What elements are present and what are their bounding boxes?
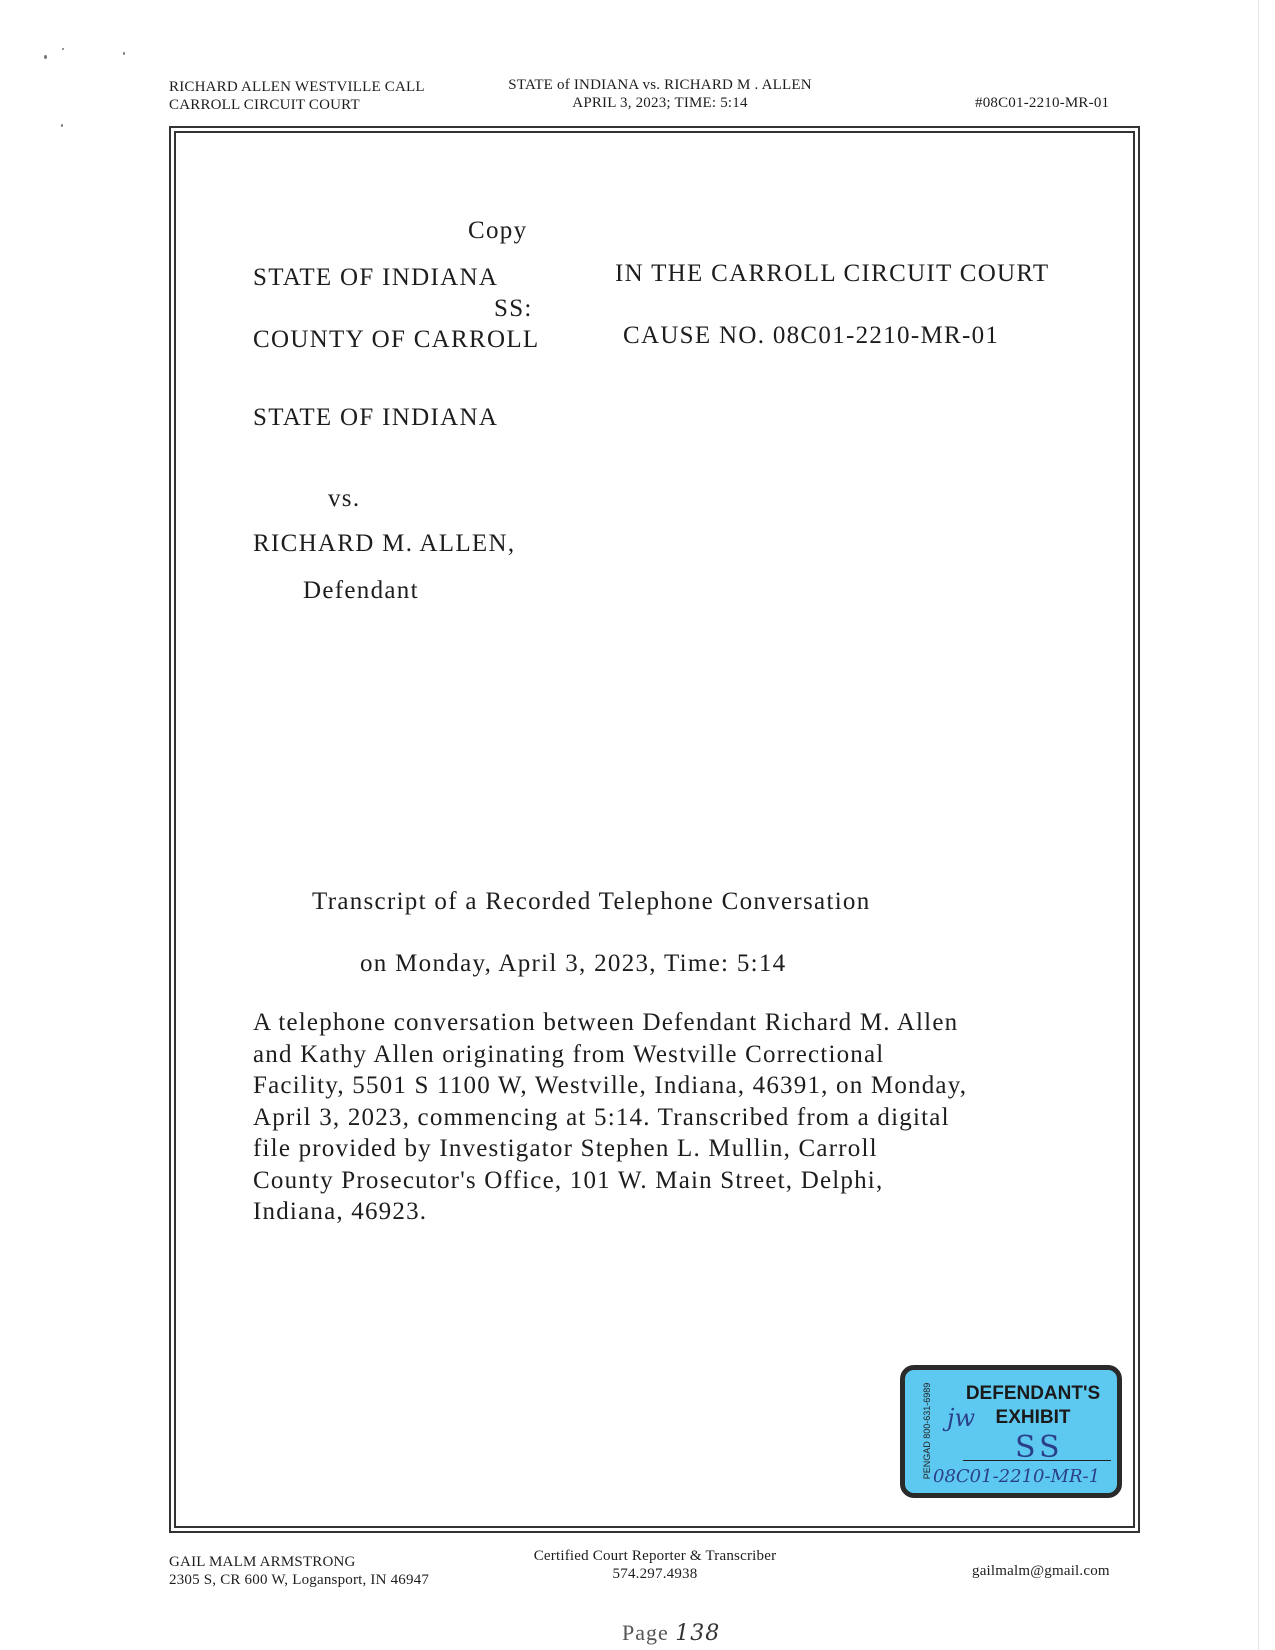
paragraph-line: A telephone conversation between Defendant Richard M. Allen [253, 1009, 959, 1036]
footer-role: Certified Court Reporter & Transcriber [533, 1548, 777, 1564]
footer-phone: 574.297.4938 [612, 1566, 698, 1582]
header-case-number: #08C01-2210-MR-01 [975, 95, 1110, 111]
description-paragraph [253, 1007, 1073, 1228]
stamp-title [953, 1382, 1113, 1430]
paragraph-line: file provided by Investigator Stephen L. Mullin, Carroll [253, 1135, 878, 1162]
caption-vs: vs. [328, 485, 361, 512]
page-number [622, 1620, 720, 1646]
paragraph-line: County Prosecutor's Office, 101 W. Main Street, Delphi, [253, 1166, 884, 1194]
footer-address: 2305 S, CR 600 W, Logansport, IN 46947 [169, 1572, 430, 1588]
stamp-initials: jw [947, 1404, 975, 1432]
scan-speck [62, 48, 64, 50]
footer-email: gailmalm@gmail.com [972, 1563, 1110, 1579]
document-title: Transcript of a Recorded Telephone Conversation [312, 888, 871, 915]
paragraph-line: and Kathy Allen originating from Westville Correctional [253, 1040, 885, 1068]
stamp-exhibit-letter: SS [1015, 1430, 1064, 1465]
scan-edge [1258, 0, 1259, 1650]
scan-speck [123, 52, 125, 55]
caption-county: COUNTY OF CARROLL [253, 326, 540, 353]
footer-center [490, 1547, 820, 1583]
caption-defendant-label: Defendant [303, 577, 419, 604]
caption-state: STATE OF INDIANA [253, 264, 499, 291]
footer-name: GAIL MALM ARMSTRONG [169, 1554, 356, 1570]
stamp-case-number: 08C01-2210-MR-1 [933, 1466, 1101, 1487]
header-center-line2: APRIL 3, 2023; TIME: 5:14 [572, 95, 748, 111]
header-left [169, 78, 425, 114]
header-left-line2: CARROLL CIRCUIT COURT [169, 97, 360, 113]
paragraph-line: April 3, 2023, commencing at 5:14. Transcribed from a digital [253, 1103, 950, 1131]
stamp-underline [963, 1460, 1111, 1461]
page-label: Page [622, 1620, 669, 1645]
paragraph-line: Facility, 5501 S 1100 W, Westville, Indiana, 46391, on Monday, [253, 1072, 968, 1099]
caption-ss: SS: [494, 295, 533, 322]
paragraph-line: Indiana, 46923. [253, 1198, 428, 1225]
copy-label: Copy [468, 217, 528, 244]
caption-plaintiff: STATE OF INDIANA [253, 404, 499, 431]
caption-cause-number: CAUSE NO. 08C01-2210-MR-01 [623, 322, 1000, 349]
scan-speck [61, 124, 63, 127]
scan-speck [44, 55, 47, 59]
document-subtitle: on Monday, April 3, 2023, Time: 5:14 [360, 950, 787, 977]
stamp-vendor-text: PENGAD 800-631-6989 [922, 1382, 932, 1480]
caption-court: IN THE CARROLL CIRCUIT COURT [615, 260, 1050, 287]
stamp-title-line1: DEFENDANT'S [965, 1383, 1101, 1404]
header-center [480, 76, 840, 112]
header-left-line1: RICHARD ALLEN WESTVILLE CALL [169, 79, 425, 95]
header-center-line1: STATE of INDIANA vs. RICHARD M . ALLEN [508, 77, 812, 93]
stamp-title-line2: EXHIBIT [995, 1407, 1071, 1428]
caption-defendant-name: RICHARD M. ALLEN, [253, 530, 516, 557]
page-number-handwritten: 138 [675, 1621, 721, 1646]
footer-left [169, 1553, 429, 1589]
exhibit-stamp [900, 1365, 1122, 1498]
